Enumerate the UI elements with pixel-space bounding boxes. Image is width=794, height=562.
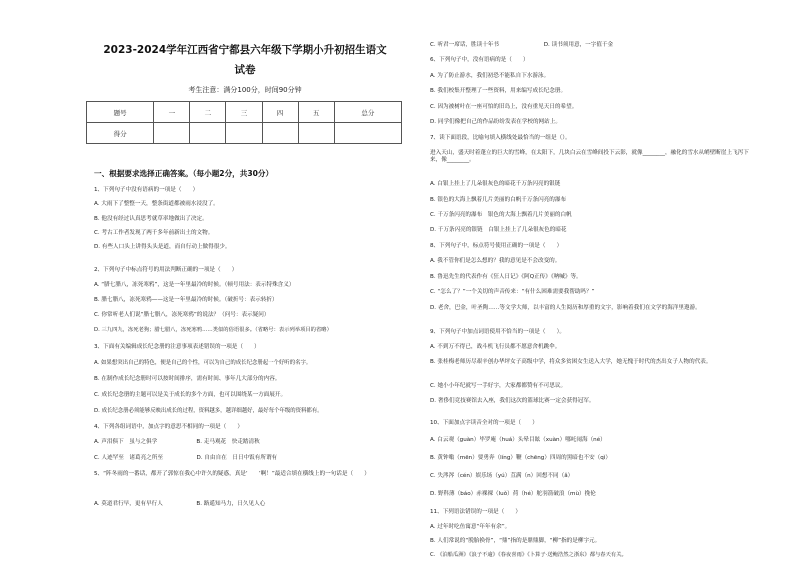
score-input-cell[interactable] — [154, 123, 190, 144]
option-line: C. 人迹罕至 诸葛亮之所至 D. 自由自在 日日中饭有所谓有 — [94, 455, 278, 461]
question-line: 11、下列语法错误的一项是（ ） — [430, 509, 522, 515]
score-table-score-row — [87, 123, 402, 144]
passage-text: 进入天山，盛天时着蓬立的巨大的雪峰，在太阳下，几块白云在雪峰间投下云影，就像________，融化的雪水从峭壁断崖上飞泻下来，像________。 — [430, 150, 749, 163]
option-line: A. 为了防止游水，我们初恐不能私自下水游泳。 — [430, 73, 550, 79]
score-header-cell: 三 — [226, 102, 262, 123]
option-line: C. 考古工作者发现了两千多年前新出土的文物。 — [94, 230, 214, 236]
option-line: A. 白银上挂上了几朵很灰色的暗花千万条闪亮的银链 — [430, 181, 561, 187]
score-header-cell: 四 — [262, 102, 298, 123]
score-input-cell[interactable] — [262, 123, 298, 144]
option-line: B. 张桂梅老师历尽艰辛创办华坪女子高级中学，将众多贫困女生送入大学，她无愧于时代的杰出女子人物的代表。 — [430, 359, 712, 365]
option-line: C. 你常听老人们说“腊七腊八，冻死寒鸦”的说法？（问号：表示疑问） — [94, 312, 270, 318]
score-header-cell: 题号 — [87, 102, 154, 123]
option-line: D. 奢侈们竞技赛馆去入座，我们这次的篮球比赛一定会获得冠军。 — [430, 398, 595, 404]
question-line: 10、下面加点字读音全对的一项是（ ） — [430, 420, 538, 426]
score-input-cell[interactable] — [298, 123, 334, 144]
option-line: A. 过年时吃鱼寓意“年年有余”。 — [430, 524, 511, 530]
score-input-cell[interactable] — [226, 123, 262, 144]
score-table — [86, 101, 402, 144]
score-header-cell: 五 — [298, 102, 334, 123]
option-line: D. 同学们像把自己的作品纷纷发表在学校的网站上。 — [430, 119, 561, 125]
option-line: B. 鲁迅先生的代表作有《狂人日记》《阿Q正传》《呐喊》等。 — [430, 274, 582, 280]
score-header-cell: 总分 — [334, 102, 401, 123]
option-line: C. 因为被树叶在一座可怕的旧岛上，没有重见天日的希望。 — [430, 104, 578, 110]
option-line: A. 莫道君行早，更有早行人 B. 路遥知马力，日久见人心 — [94, 501, 266, 507]
option-line: A. 大雨下了整整一天，整条街道都被雨水浸没了。 — [94, 201, 219, 207]
option-line: A. 我不管你们是怎么想的？我的意见是不会改变的。 — [430, 258, 561, 264]
option-line: A. 白云观（guàn）毕罗庵（huá）头晕目眩（xuàn）哪吒闹海（né） — [430, 437, 606, 443]
option-line: B. 人们常说的“脱胎换骨”，“鼎”指的是鼎鼎脚，“柳”指的是柳字元。 — [430, 538, 601, 544]
score-header-cell: 一 — [154, 102, 190, 123]
option-line: B. 腊七腊八，冻死寒鸦——这是一年里最冷的时候。（破折号：表示转折） — [94, 297, 278, 303]
score-header-cell: 二 — [190, 102, 226, 123]
option-line: A. 声泪俱下 虽与之俱学 B. 走马观花 快走踏清秋 — [94, 439, 260, 445]
option-line: B. 银色的大海上飘着几片美丽的白帆千万条闪亮的瀑布 — [430, 197, 567, 203]
score-table-header-row — [87, 102, 402, 123]
question-line: 7、读下面语段，比喻句填入横线处最恰当的一组是（）。 — [430, 135, 571, 141]
option-line: C. 她小小年纪就写一手好字，大家都都赞有不可思议。 — [430, 383, 567, 389]
question-line: 8、下列句子中，标点符号使用正确的一项是（ ） — [430, 243, 563, 249]
exam-note: 考生注意：满分100分，时间90分钟 — [188, 86, 302, 94]
option-line: C. 成长纪念册的主题可以是关于成长的多个方面，也可以围绕某一方面展开。 — [94, 392, 287, 398]
option-line: B. 我们校集开整理了一些资料，用来编写成长纪念册。 — [430, 88, 567, 94]
question-line: 6、下列句子中，没有语病的是（ ） — [430, 57, 529, 63]
option-line: D. 千万条闪亮的银链 白银上挂上了几朵很灰色的暗花 — [430, 227, 567, 233]
option-line: D. 野科薄（báo）赤裸裸（luǒ）荷（hé）舵羽箭破浪（mù）挽伦 — [430, 491, 596, 497]
option-line: C. 《泊船瓜洲》《浪子不逾》《春夜喜雨》《卜算子·送鲍浩然之浙东》都与春天有关。 — [430, 552, 627, 558]
score-input-cell[interactable] — [190, 123, 226, 144]
option-line: A. “腊七腊八，冻死寒鸦”，这是一年里最冷的时候。（顿号用法：表示特殊含义） — [94, 282, 295, 288]
option-line: B. 在制作成长纪念册时可以按时间排序，需有时间、事年几大部分的内容。 — [94, 376, 281, 382]
option-line: C. 千万条闪亮的瀑布 银色的大海上飘着几片美丽的白帆 — [430, 212, 572, 218]
option-line: A. 如果想突出自己的特色，便是自己的个性，可以为自己的成长纪念册起一个好听的名字。 — [94, 360, 312, 366]
option-line: D. 三九四九，冻死老狗；腊七腊八，冻死寒鸦……类似的俗语很多。（省略号：表示列举项目的省略） — [94, 327, 332, 333]
option-line: C. 失涔涔（cén）娱乐场（yú）苴满（n）回想不同（ǎ） — [430, 473, 574, 479]
question-line: 5、“阵冬雨的一番话，都开了郭惊在我心中许久的疑惑，真是‘ ’啊！”最适合填在横线上的一句话是（ ） — [94, 471, 370, 477]
exam-title-continued: 试卷 — [234, 64, 256, 76]
option-line: D. 成长纪念册必须能够反映出成长的过程，资料越多，越详细越好，最好每个年级的资料都有。 — [94, 408, 323, 414]
option-line: D. 有些人口头上讲得头头是道，而自行动上做得很少。 — [94, 244, 231, 250]
option-line: A. 不到万不得已，战斗机飞行员都不愿意舍机跳伞。 — [430, 344, 561, 350]
question-line: 3、下面有关编辑成长纪念册的注意事项表述错误的一项是（ ） — [94, 344, 260, 350]
option-line: D. 老舍，巴金，叶圣陶……等文学大师，以丰富的人生阅历和厚重的文字，影响着我们在文学的海洋里遨游。 — [430, 305, 701, 311]
section-1-title: 一、根据要求选择正确答案。（每小题2分，共30分） — [94, 169, 274, 178]
exam-title: 2023-2024学年江西省宁都县六年级下学期小升初招生语文 — [103, 44, 387, 56]
question-line: 1、下列句子中没有语病的一项是（ ） — [94, 187, 199, 193]
question-line: 4、下列各组词语中，加点字的意思不相同的一项是（ ） — [94, 424, 243, 430]
option-line: C. “怎么了？”一个关切的声音传来：“有什么困难需要我帮助吗？” — [430, 289, 595, 295]
score-input-cell[interactable] — [334, 123, 401, 144]
option-line: B. 黄钟嗡（mēn）要勇奔（líng）鞭（chēng）四周的黑暗也不安（qì） — [430, 455, 611, 461]
question-line: 2、下列句子中标点符号的用法判断正确的一项是（ ） — [94, 267, 238, 273]
score-row-label: 得分 — [87, 123, 154, 144]
question-line: 9、下列句子中加点词语使用不恰当的一项是（ ）。 — [430, 329, 566, 335]
option-line: C. 听君一席话，胜读十年书 D. 读书须用意，一字值千金 — [430, 42, 614, 48]
option-line: B. 他没有经过认真思考就草率地做出了决定。 — [94, 216, 208, 222]
